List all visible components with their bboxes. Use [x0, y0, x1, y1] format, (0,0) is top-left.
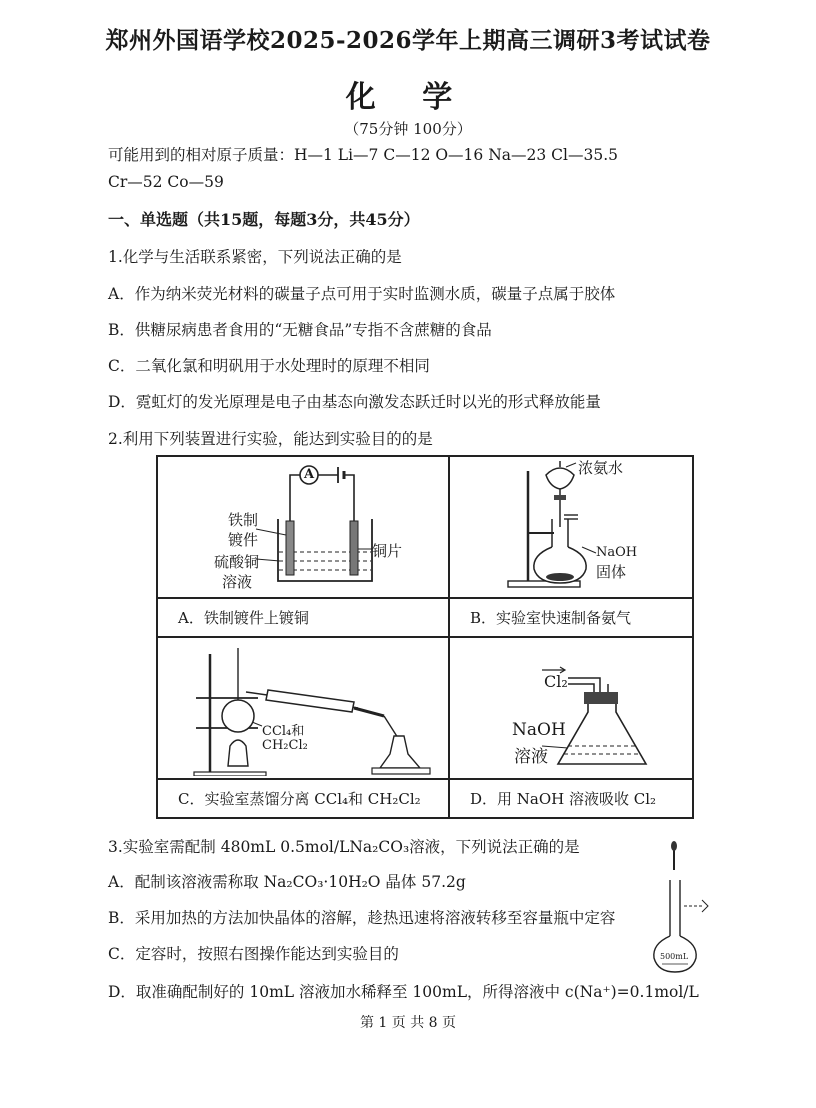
ammonia-apparatus-diagram [450, 457, 694, 595]
q1-option-c: C．二氧化氯和明矾用于水处理时的原理不相同 [108, 357, 430, 375]
label-copper: 铜片 [372, 542, 403, 560]
q3-stem: 3.实验室需配制 480mL 0.5mol/LNa₂CO₃溶液，下列说法正确的是 [108, 838, 580, 856]
absorption-diagram [450, 638, 694, 776]
apparatus-d-cell [449, 637, 693, 779]
caption-b: B．实验室快速制备氨气 [470, 609, 632, 628]
label-iron-2: 镀件 [228, 531, 259, 549]
label-solution-1: 硫酸铜 [214, 553, 260, 571]
caption-b-cell [449, 598, 693, 637]
q3-option-c: C．定容时，按照右图操作能达到实验目的 [108, 945, 399, 963]
label-mixture-2: CH₂Cl₂ [262, 737, 308, 753]
caption-a: A．铁制镀件上镀铜 [178, 609, 309, 628]
distillation-diagram [158, 638, 448, 776]
caption-c-cell [157, 779, 449, 818]
label-naoh-b-1: NaOH [596, 545, 638, 560]
q2-apparatus-table [156, 455, 694, 819]
flask-volume-label: 500mL [660, 952, 689, 961]
caption-c: C．实验室蒸馏分离 CCl₄和 CH₂Cl₂ [178, 790, 421, 809]
caption-d-cell [449, 779, 693, 818]
q2-stem: 2.利用下列装置进行实验，能达到实验目的的是 [108, 430, 433, 448]
ammeter-label: A [304, 467, 315, 482]
subject-title: 化 学 [345, 80, 471, 115]
q3-option-b: B．采用加热的方法加快晶体的溶解，趁热迅速将溶液转移至容量瓶中定容 [108, 909, 616, 927]
exam-duration: （75分钟 100分） [344, 120, 472, 138]
label-cl2: Cl₂ [544, 671, 568, 691]
apparatus-c-cell [157, 637, 449, 779]
atomic-masses-line1: 可能用到的相对原子质量：H—1 Li—7 C—12 O—16 Na—23 Cl—35.5 [108, 146, 618, 164]
page-footer: 第 1 页 共 8 页 [359, 1015, 457, 1031]
label-naoh-d-1: NaOH [512, 719, 566, 740]
section-heading: 一、单选题（共15题，每题3分，共45分） [108, 210, 420, 229]
q1-stem: 1.化学与生活联系紧密，下列说法正确的是 [108, 248, 402, 266]
caption-d: D．用 NaOH 溶液吸收 Cl₂ [470, 790, 657, 809]
q3-option-a: A．配制该溶液需称取 Na₂CO₃·10H₂O 晶体 57.2g [108, 873, 466, 891]
apparatus-b-cell [449, 456, 693, 598]
label-mixture-1: CCl₄和 [262, 723, 305, 739]
exam-title: 郑州外国语学校2025-2026学年上期高三调研3考试试卷 [105, 27, 711, 54]
label-iron-1: 铁制 [228, 511, 259, 529]
caption-a-cell [157, 598, 449, 637]
label-solution-2: 溶液 [222, 573, 253, 591]
atomic-masses-line2: Cr—52 Co—59 [108, 173, 224, 191]
q1-option-d: D．霓虹灯的发光原理是电子由基态向激发态跃迁时以光的形式释放能量 [108, 393, 601, 411]
q3-option-d: D．取准确配制好的 10mL 溶液加水稀释至 100mL，所得溶液中 c(Na⁺)=0.1mol/L [108, 983, 699, 1001]
q1-option-a: A．作为纳米荧光材料的碳量子点可用于实时监测水质，碳量子点属于胶体 [108, 285, 616, 303]
label-naoh-d-2: 溶液 [514, 746, 548, 767]
apparatus-a-cell [157, 456, 449, 598]
electroplating-diagram [158, 457, 448, 595]
label-ammonia: 浓氨水 [578, 459, 624, 477]
q1-option-b: B．供糖尿病患者食用的“无糖食品”专指不含蔗糖的食品 [108, 321, 492, 339]
label-naoh-b-2: 固体 [596, 563, 627, 581]
